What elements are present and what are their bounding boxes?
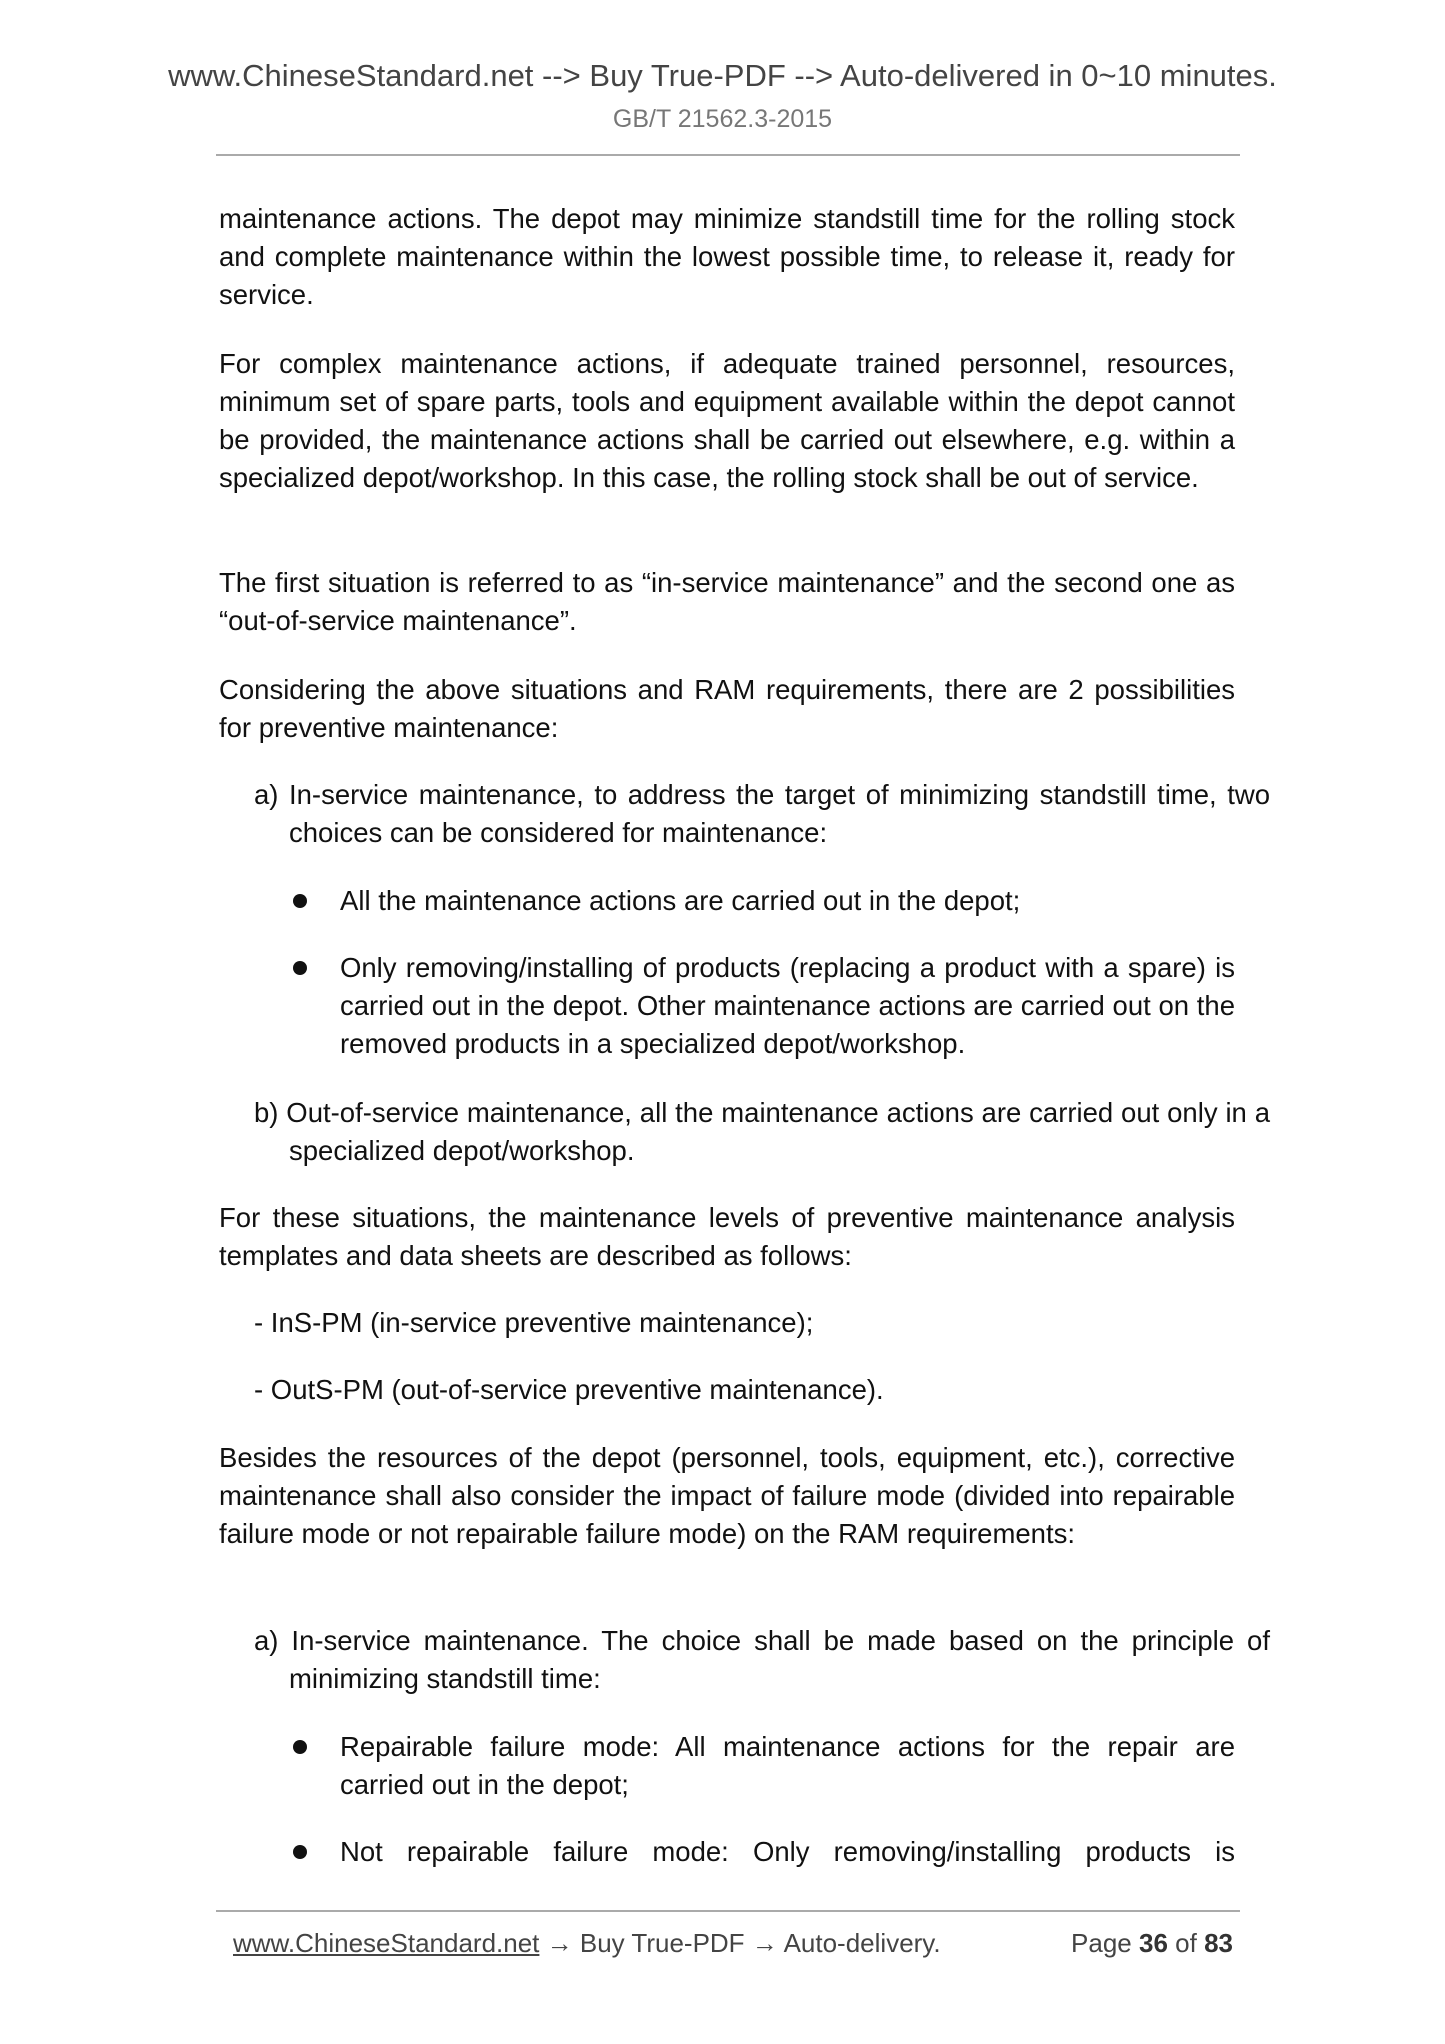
bullet-item: Only removing/installing of products (replacing a product with a spare) is carried out in the depot. Other maintenance actions are carried out on the removed products in a specialized depot/workshop. [340,952,1235,1059]
bullet-item: All the maintenance actions are carried out in the depot; [340,885,1021,916]
paragraph: Besides the resources of the depot (personnel, tools, equipment, etc.), corrective maintenance shall also consider the impact of failure mode (divided into repairable failure mode or not repairable failure mode) on the RAM requirements: [219,1442,1235,1549]
paragraph: For complex maintenance actions, if adequate trained personnel, resources, minimum set of spare parts, tools and equipment available within the depot cannot be provided, the maintenance actions shall be carried out elsewhere, e.g. within a specialized depot/workshop. In this case, the rolling stock shall be out of service. [219,348,1235,493]
dash-item: - InS-PM (in-service preventive maintenance); [254,1307,814,1338]
list-item-b: b) Out-of-service maintenance, all the maintenance actions are carried out only in a specialized depot/workshop. [254,1097,1270,1166]
footer-divider [216,1910,1240,1912]
of-label: of [1175,1928,1197,1958]
bullet-icon [293,1740,307,1754]
header-banner: www.ChineseStandard.net --> Buy True-PDF --> Auto-delivered in 0~10 minutes. [168,58,1277,93]
bullet-item: Repairable failure mode: All maintenance actions for the repair are carried out in the depot; [340,1731,1235,1800]
paragraph: The first situation is referred to as “in-service maintenance” and the second one as “out-of-service maintenance”. [219,567,1235,636]
paragraph: maintenance actions. The depot may minimize standstill time for the rolling stock and complete maintenance within the lowest possible time, to release it, ready for service. [219,203,1235,310]
bullet-icon [293,961,307,975]
footer-text: → Buy True-PDF → Auto-delivery. [539,1928,941,1958]
page-number [1071,1928,1233,1959]
bullet-item: Not repairable failure mode: Only removing/installing products is [340,1836,1235,1867]
page-label: Page [1071,1928,1132,1958]
dash-item: - OutS-PM (out-of-service preventive maintenance). [254,1374,884,1405]
bullet-icon [293,1845,307,1859]
paragraph: For these situations, the maintenance levels of preventive maintenance analysis templates and data sheets are described as follows: [219,1202,1235,1271]
list-item-a: a) In-service maintenance, to address the target of minimizing standstill time, two choices can be considered for maintenance: [254,779,1270,848]
bullet-icon [293,894,307,908]
footer [233,1928,1233,1959]
current-page: 36 [1139,1928,1168,1958]
list-item-a: a) In-service maintenance. The choice shall be made based on the principle of minimizing standstill time: [254,1625,1270,1694]
paragraph: Considering the above situations and RAM requirements, there are 2 possibilities for preventive maintenance: [219,674,1235,743]
header-divider [216,154,1240,156]
total-pages: 83 [1204,1928,1233,1958]
footer-link[interactable]: www.ChineseStandard.net [233,1928,540,1958]
doc-id: GB/T 21562.3-2015 [612,105,833,133]
